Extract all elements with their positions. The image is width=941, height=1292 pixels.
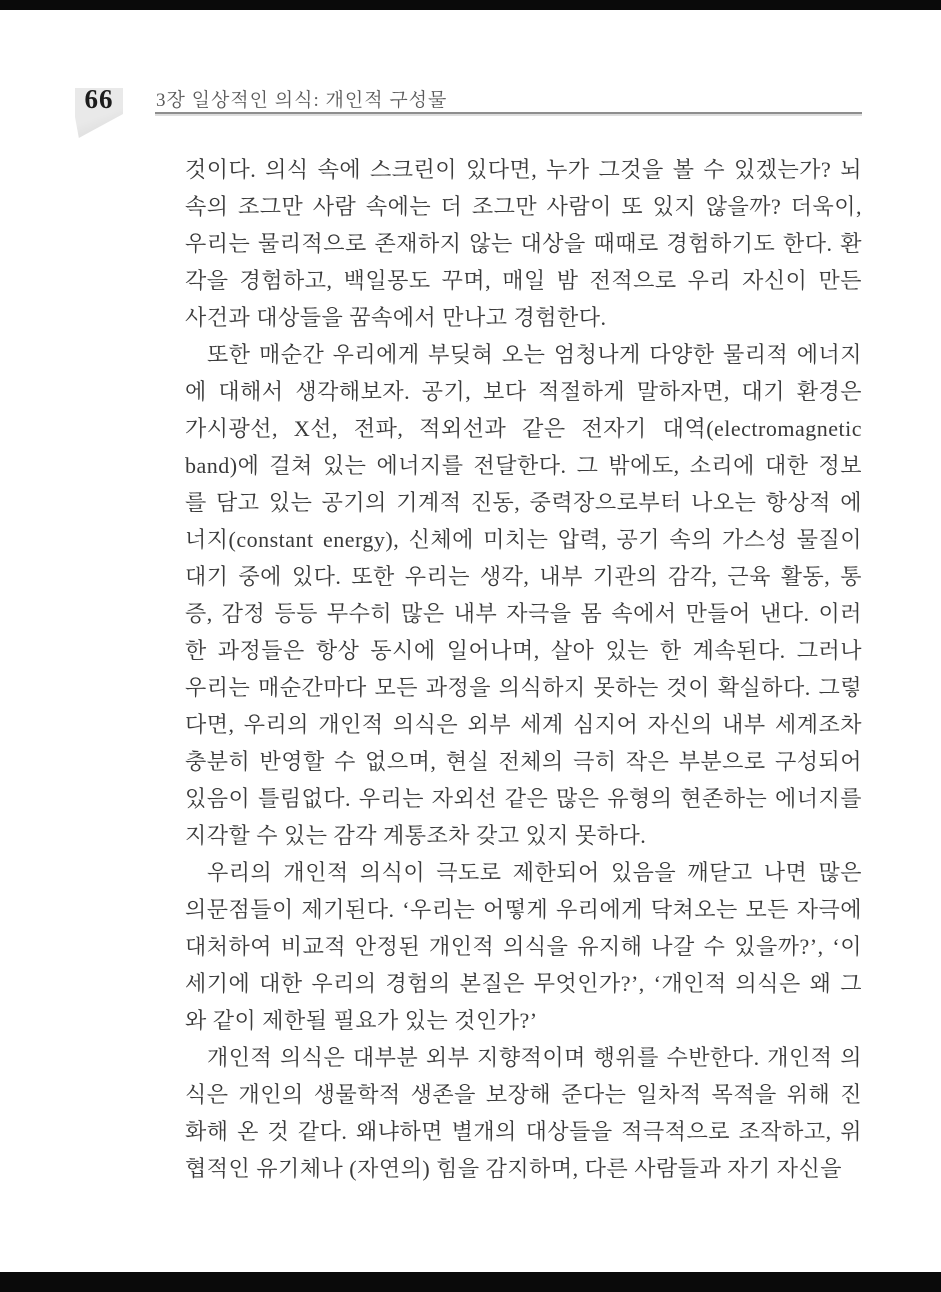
text-line: 너지(constant energy), 신체에 미치는 압력, 공기 속의 가스성 물질이 bbox=[185, 527, 862, 552]
chapter-header: 3장 일상적인 의식: 개인적 구성물 bbox=[156, 90, 448, 111]
text-line: 각을 경험하고, 백일몽도 꾸며, 매일 밤 전적으로 우리 자신이 만든 bbox=[185, 268, 862, 293]
text-line: 우리는 물리적으로 존재하지 않는 대상을 때때로 경험하기도 한다. 환 bbox=[185, 231, 862, 256]
header-rule bbox=[155, 112, 862, 114]
text-line: 것이다. 의식 속에 스크린이 있다면, 누가 그것을 볼 수 있겠는가? 뇌 bbox=[185, 157, 862, 182]
text-line: 가시광선, X선, 전파, 적외선과 같은 전자기 대역(electromagnetic bbox=[185, 416, 862, 441]
text-line: 와 같이 제한될 필요가 있는 것인가?’ bbox=[185, 1008, 538, 1033]
text-line: 대기 중에 있다. 또한 우리는 생각, 내부 기관의 감각, 근육 활동, 통 bbox=[185, 564, 862, 589]
text-line: 속의 조그만 사람 속에는 더 조그만 사람이 또 있지 않을까? 더욱이, bbox=[185, 194, 862, 219]
text-line: 개인적 의식은 대부분 외부 지향적이며 행위를 수반한다. 개인적 의 bbox=[207, 1045, 862, 1070]
scan-edge-bottom bbox=[0, 1272, 941, 1292]
text-line: 한 과정들은 항상 동시에 일어나며, 살아 있는 한 계속된다. 그러나 bbox=[185, 638, 862, 663]
text-line: 증, 감정 등등 무수히 많은 내부 자극을 몸 속에서 만들어 낸다. 이러 bbox=[185, 601, 862, 626]
text-line: 있음이 틀림없다. 우리는 자외선 같은 많은 유형의 현존하는 에너지를 bbox=[185, 786, 862, 811]
text-line: 식은 개인의 생물학적 생존을 보장해 준다는 일차적 목적을 위해 진 bbox=[185, 1082, 862, 1107]
text-line: 우리의 개인적 의식이 극도로 제한되어 있음을 깨닫고 나면 많은 bbox=[207, 860, 862, 885]
text-line: 대처하여 비교적 안정된 개인적 의식을 유지해 나갈 수 있을까?’, ‘이 bbox=[185, 934, 862, 959]
text-line: 지각할 수 있는 감각 계통조차 갖고 있지 못하다. bbox=[185, 823, 647, 848]
text-line: band)에 걸쳐 있는 에너지를 전달한다. 그 밖에도, 소리에 대한 정보 bbox=[185, 453, 862, 478]
page-number: 66 bbox=[84, 84, 114, 114]
text-line: 사건과 대상들을 꿈속에서 만나고 경험한다. bbox=[185, 305, 607, 330]
body-text bbox=[185, 151, 862, 1187]
text-line: 협적인 유기체나 (자연의) 힘을 감지하며, 다른 사람들과 자기 자신을 bbox=[185, 1156, 842, 1181]
text-line: 화해 온 것 같다. 왜냐하면 별개의 대상들을 적극적으로 조작하고, 위 bbox=[185, 1119, 862, 1144]
text-line: 에 대해서 생각해보자. 공기, 보다 적절하게 말하자면, 대기 환경은 bbox=[185, 379, 862, 404]
text-line: 또한 매순간 우리에게 부딪혀 오는 엄청나게 다양한 물리적 에너지 bbox=[207, 342, 862, 367]
scan-edge-top bbox=[0, 0, 941, 10]
text-line: 의문점들이 제기된다. ‘우리는 어떻게 우리에게 닥쳐오는 모든 자극에 bbox=[185, 897, 862, 922]
text-line: 우리는 매순간마다 모든 과정을 의식하지 못하는 것이 확실하다. 그렇 bbox=[185, 675, 862, 700]
text-line: 충분히 반영할 수 없으며, 현실 전체의 극히 작은 부분으로 구성되어 bbox=[185, 749, 862, 774]
text-line: 세기에 대한 우리의 경험의 본질은 무엇인가?’, ‘개인적 의식은 왜 그 bbox=[185, 971, 862, 996]
text-line: 다면, 우리의 개인적 의식은 외부 세계 심지어 자신의 내부 세계조차 bbox=[185, 712, 862, 737]
text-line: 를 담고 있는 공기의 기계적 진동, 중력장으로부터 나오는 항상적 에 bbox=[185, 490, 862, 515]
